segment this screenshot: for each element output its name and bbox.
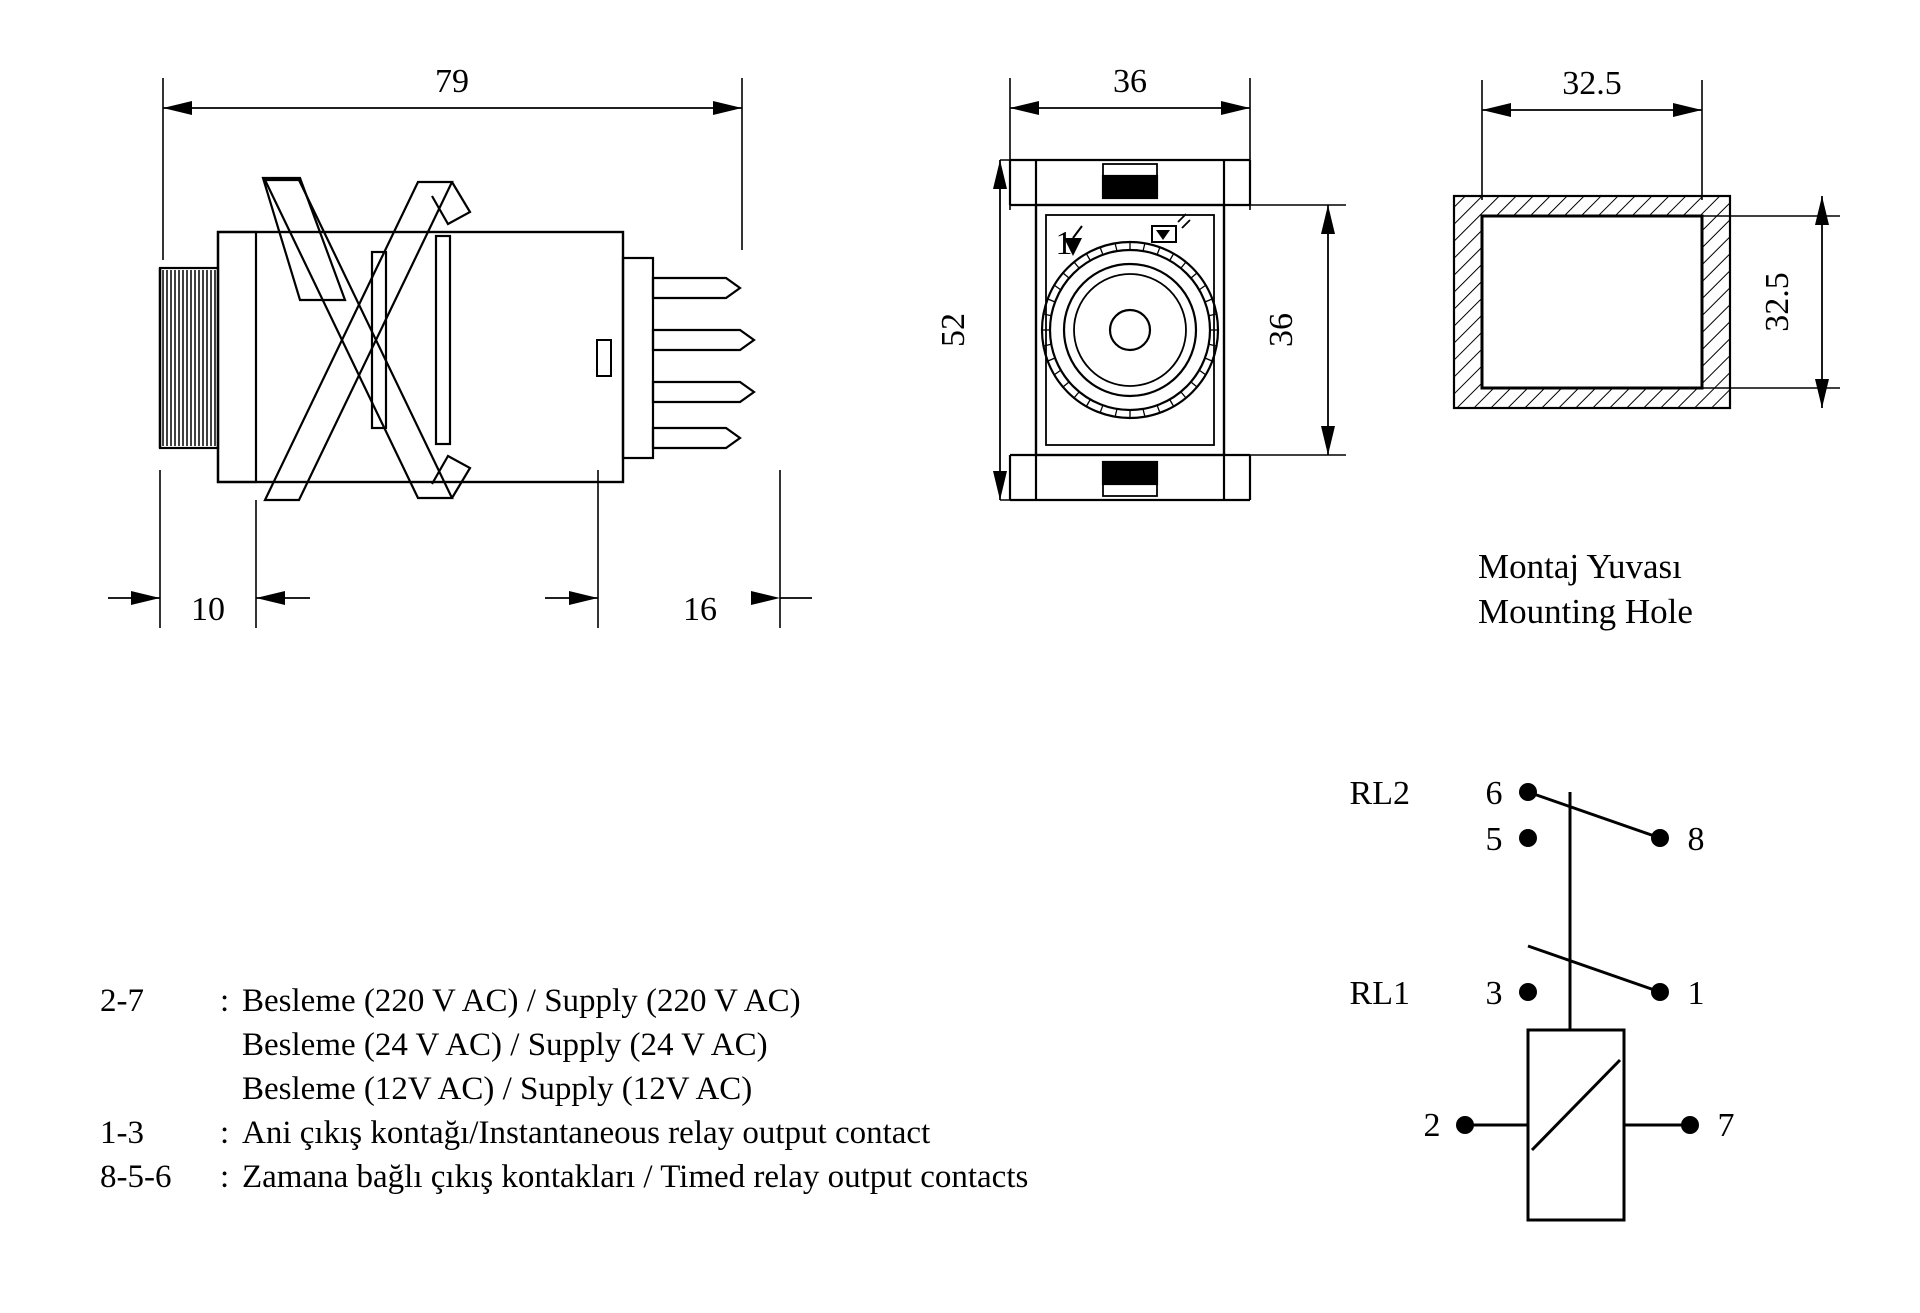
dim-mounting-width: 32.5 <box>1562 65 1622 102</box>
terminal-2-label: 2 <box>1423 1107 1441 1144</box>
legend-row <box>100 1112 1028 1156</box>
dim-side-length: 79 <box>435 63 469 100</box>
terminal-1-label: 1 <box>1687 975 1705 1012</box>
dim-bezel-depth: 10 <box>191 591 225 628</box>
legend-key: 1-3 <box>100 1114 144 1151</box>
dim-front-body-height: 36 <box>1263 313 1300 347</box>
dim-mounting-height: 32.5 <box>1759 272 1796 332</box>
terminal-8-label: 8 <box>1687 821 1705 858</box>
dim-front-height: 52 <box>935 313 972 347</box>
legend-value: Ani çıkış kontağı/Instantaneous relay output contact <box>242 1114 931 1151</box>
mounting-hole-caption-tr: Montaj Yuvası <box>1478 547 1682 586</box>
legend-separator: : <box>220 1114 230 1151</box>
terminal-3-label: 3 <box>1485 975 1503 1012</box>
legend-separator: : <box>220 983 230 1019</box>
legend-key: 8-5-6 <box>100 1158 172 1195</box>
legend-row <box>100 980 1028 1024</box>
dim-front-width: 36 <box>1113 63 1147 100</box>
wiring-schematic <box>1280 730 1760 1290</box>
side-view <box>0 0 820 660</box>
legend-separator: : <box>220 1158 230 1195</box>
legend-key: 2-7 <box>100 983 144 1019</box>
relay-rl2-label: RL2 <box>1349 775 1410 812</box>
terminal-6-label: 6 <box>1485 775 1503 812</box>
mounting-hole-caption <box>1478 545 1693 635</box>
legend-row <box>100 1156 1028 1200</box>
terminal-5-label: 5 <box>1485 821 1503 858</box>
legend-value: Besleme (220 V AC) / Supply (220 V AC) <box>242 983 801 1019</box>
terminal-7-label: 7 <box>1717 1107 1735 1144</box>
dial-left-symbol: 1 <box>1055 225 1073 262</box>
front-view <box>860 0 1400 660</box>
dim-pin-length: 16 <box>683 591 717 628</box>
legend-continuation: Besleme (12V AC) / Supply (12V AC) <box>242 1070 753 1107</box>
relay-rl1-label: RL1 <box>1349 975 1410 1012</box>
legend-value: Zamana bağlı çıkış kontakları / Timed relay output contacts <box>242 1158 1029 1195</box>
legend-continuation: Besleme (24 V AC) / Supply (24 V AC) <box>242 1026 768 1063</box>
mounting-hole-view <box>1440 0 1920 560</box>
mounting-hole-caption-en: Mounting Hole <box>1478 591 1693 631</box>
terminal-legend <box>100 980 1028 1199</box>
